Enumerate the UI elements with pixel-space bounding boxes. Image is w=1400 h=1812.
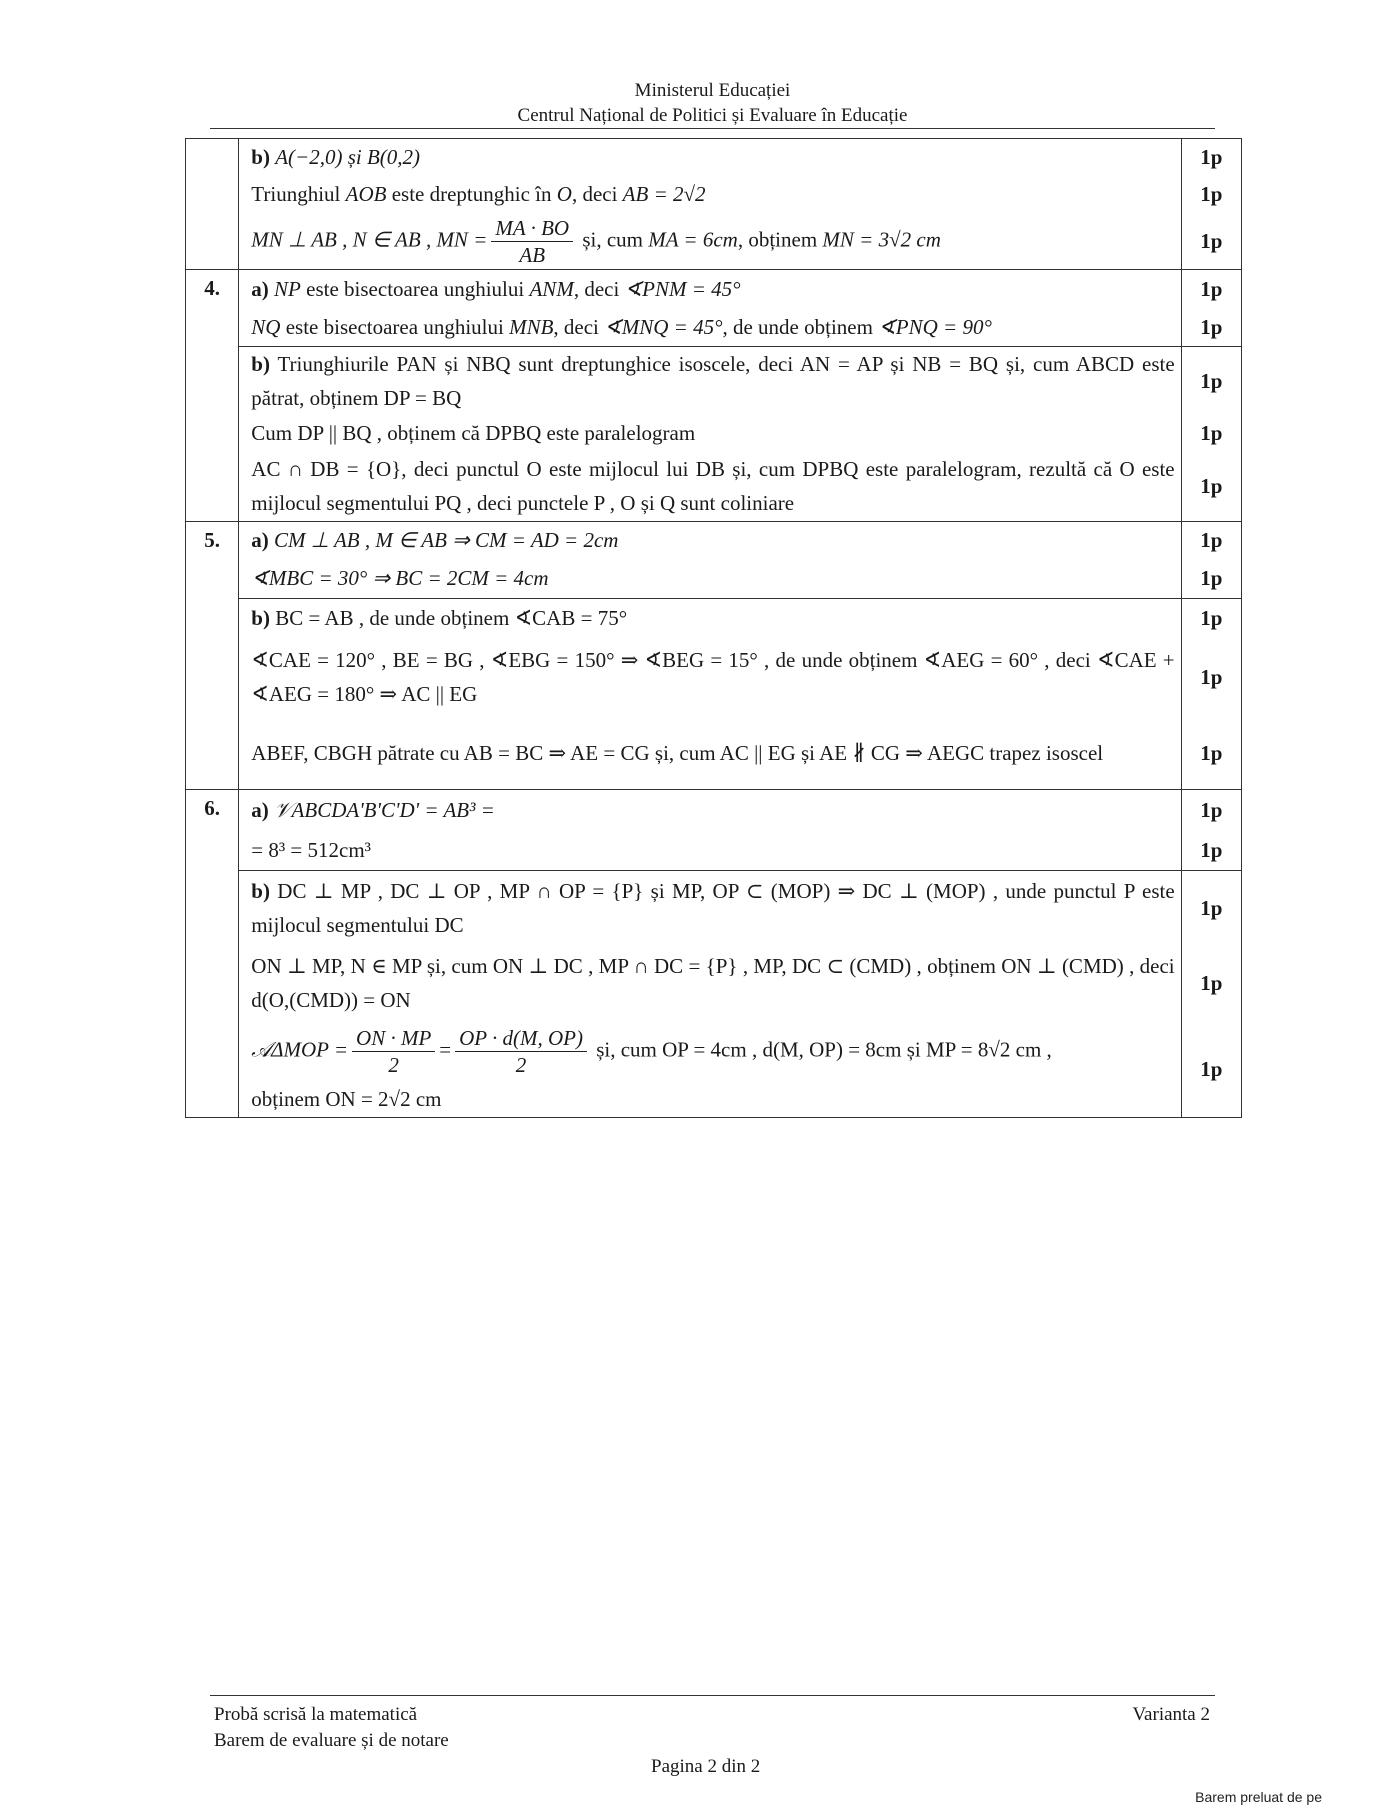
- solution-cell: b) BC = AB , de unde obținem ∢CAB = 75° ∢CAE = 120° , BE = BG , ∢EBG = 150° ⇒ ∢BEG = 15° , de unde obținem ∢AEG = 60° , deci ∢CAE + ∢AEG = 180° ⇒ AC || EG ABEF, CBGH pătrate cu AB = BC ⇒ AE = CG și, cum AC || EG și AE ∦ CG ⇒ AEGC trapez isoscel: [239, 599, 1181, 790]
- center-name: Centrul Național de Politici și Evaluare în Educație: [517, 105, 908, 126]
- points-value: 1p: [1200, 473, 1223, 498]
- points-value: 1p: [1200, 837, 1223, 862]
- points-value: 1p: [1200, 664, 1223, 689]
- solution-line: = 8³ = 512cm³: [251, 837, 371, 862]
- solution-line: obținem ON = 2√2 cm: [251, 1086, 442, 1111]
- exercise-number: 5.: [186, 522, 239, 790]
- points-cell: [1181, 790, 1241, 871]
- footer-divider: [210, 1695, 1215, 1696]
- points-value: 1p: [1200, 144, 1223, 169]
- table-row: [186, 790, 1242, 871]
- solution-cell: b) Triunghiurile PAN și NBQ sunt dreptunghice isoscele, deci AN = AP și NB = BQ și, cum ABCD este pătrat, obținem DP = BQ Cum DP || BQ , obținem că DPBQ este paralelogram AC ∩ DB = {O}, deci punctul O este mijlocul lui DB și, cum DPBQ este paralelogram, rezultă că O este mijlocul segmentului PQ , deci punctele P , O și Q sunt coliniare: [239, 347, 1181, 522]
- solution-line: Triunghiurile PAN și NBQ sunt dreptunghice isoscele, deci AN = AP și NB = BQ și, cum ABCD este pătrat, obținem DP = BQ: [251, 352, 1175, 410]
- table-row: [186, 871, 1242, 1118]
- ministry-name: Ministerul Educației: [634, 80, 791, 101]
- table-row: [186, 522, 1242, 599]
- solution-line: A(−2,0) și B(0,2): [275, 144, 421, 169]
- solution-cell: b) A(−2,0) și B(0,2) Triunghiul AOB este dreptunghic în O, deci AB = 2√2 MN ⊥ AB , N ∈ AB , MN = $\frac{MA \cdot BO}{AB}$ și, cum MA = 6cm, obținem MN = 3√2 cm: [239, 139, 1181, 270]
- solution-line: Cum DP || BQ , obținem că DPBQ este paralelogram: [251, 420, 696, 445]
- points-value: 1p: [1200, 420, 1223, 445]
- exercise-number: [186, 139, 239, 270]
- points-cell: [1181, 871, 1241, 1118]
- solution-cell: a) CM ⊥ AB , M ∈ AB ⇒ CM = AD = 2cm ∢MBC = 30° ⇒ BC = 2CM = 4cm: [239, 522, 1181, 599]
- points-value: 1p: [1200, 1056, 1223, 1081]
- solution-line: DC ⊥ MP , DC ⊥ OP , MP ∩ OP = {P} și MP, OP ⊂ (MOP) ⇒ DC ⊥ (MOP) , unde punctul P este mijlocul segmentului DC: [251, 879, 1175, 937]
- solution-line: ∢CAE = 120° , BE = BG , ∢EBG = 150° ⇒ ∢BEG = 15° , de unde obținem ∢AEG = 60° , deci ∢CAE + ∢AEG = 180° ⇒ AC || EG: [251, 648, 1175, 706]
- table-row: [186, 139, 1242, 270]
- footer-barem: Barem de evaluare și de notare: [214, 1730, 449, 1751]
- document-header: [210, 78, 1215, 128]
- solution-line: ABEF, CBGH pătrate cu AB = BC ⇒ AE = CG și, cum AC || EG și AE ∦ CG ⇒ AEGC trapez isoscel: [251, 741, 1104, 765]
- header-divider: [210, 128, 1215, 129]
- points-value: 1p: [1200, 895, 1223, 920]
- solution-cell: a) NP este bisectoarea unghiului ANM, deci ∢PNM = 45° NQ este bisectoarea unghiului MNB, deci ∢MNQ = 45°, de unde obținem ∢PNQ = 90°: [239, 270, 1181, 347]
- table-row: [186, 270, 1242, 347]
- fraction: $\frac{OP \cdot d(M, OP)}{2}$: [455, 1025, 587, 1078]
- points-cell: [1181, 599, 1241, 790]
- points-cell: [1181, 270, 1241, 347]
- footer-variant: Varianta 2: [1132, 1704, 1210, 1725]
- points-value: 1p: [1200, 970, 1223, 995]
- points-value: 1p: [1200, 276, 1223, 301]
- points-value: 1p: [1200, 314, 1223, 339]
- solution-line: BC = AB , de unde obținem ∢CAB = 75°: [275, 605, 628, 630]
- source-note: Barem preluat de pe: [1195, 1789, 1322, 1805]
- page-number: Pagina 2 din 2: [651, 1756, 761, 1777]
- points-value: 1p: [1200, 565, 1223, 590]
- solution-line: 𝒱ABCDA'B'C'D' = AB³ =: [274, 797, 495, 822]
- points-cell: [1181, 139, 1241, 270]
- exercise-number: 4.: [186, 270, 239, 522]
- points-value: 1p: [1200, 181, 1223, 206]
- fraction: $\frac{MA \cdot BO}{AB}$: [491, 215, 573, 268]
- points-cell: [1181, 347, 1241, 522]
- points-value: 1p: [1200, 740, 1223, 765]
- table-row: [186, 347, 1242, 522]
- grading-table: [185, 138, 1242, 1118]
- exercise-number: 6.: [186, 790, 239, 1118]
- solution-line: ON ⊥ MP, N ∈ MP și, cum ON ⊥ DC , MP ∩ DC = {P} , MP, DC ⊂ (CMD) , obținem ON ⊥ (CMD) , deci d(O,(CMD)) = ON: [251, 954, 1175, 1012]
- solution-cell: b) DC ⊥ MP , DC ⊥ OP , MP ∩ OP = {P} și MP, OP ⊂ (MOP) ⇒ DC ⊥ (MOP) , unde punctul P este mijlocul segmentului DC ON ⊥ MP, N ∈ MP și, cum ON ⊥ DC , MP ∩ DC = {P} , MP, DC ⊂ (CMD) , obținem ON ⊥ (CMD) , deci d(O,(CMD)) = ON 𝒜ΔMOP = $\frac{ON \cdot MP}{2}$ = $\frac{OP \cdot d(M, OP)}{2}$ și, cum OP = 4cm , d(M, OP) = 8cm și MP = 8√2 cm , obținem ON = 2√2 cm: [239, 871, 1181, 1118]
- solution-cell: a) 𝒱ABCDA'B'C'D' = AB³ = = 8³ = 512cm³: [239, 790, 1181, 871]
- points-value: 1p: [1200, 797, 1223, 822]
- points-value: 1p: [1200, 368, 1223, 393]
- points-value: 1p: [1200, 527, 1223, 552]
- table-row: [186, 599, 1242, 790]
- points-value: 1p: [1200, 228, 1223, 253]
- solution-line: AC ∩ DB = {O}, deci punctul O este mijlocul lui DB și, cum DPBQ este paralelogram, rezultă că O este mijlocul segmentului PQ , deci punctele P , O și Q sunt coliniare: [251, 457, 1175, 515]
- solution-line: ∢MBC = 30° ⇒ BC = 2CM = 4cm: [251, 565, 549, 590]
- points-cell: [1181, 522, 1241, 599]
- footer-exam: Probă scrisă la matematică: [214, 1704, 418, 1725]
- fraction: $\frac{ON \cdot MP}{2}$: [352, 1025, 435, 1078]
- solution-line: CM ⊥ AB , M ∈ AB ⇒ CM = AD = 2cm: [274, 527, 619, 552]
- points-value: 1p: [1200, 605, 1223, 630]
